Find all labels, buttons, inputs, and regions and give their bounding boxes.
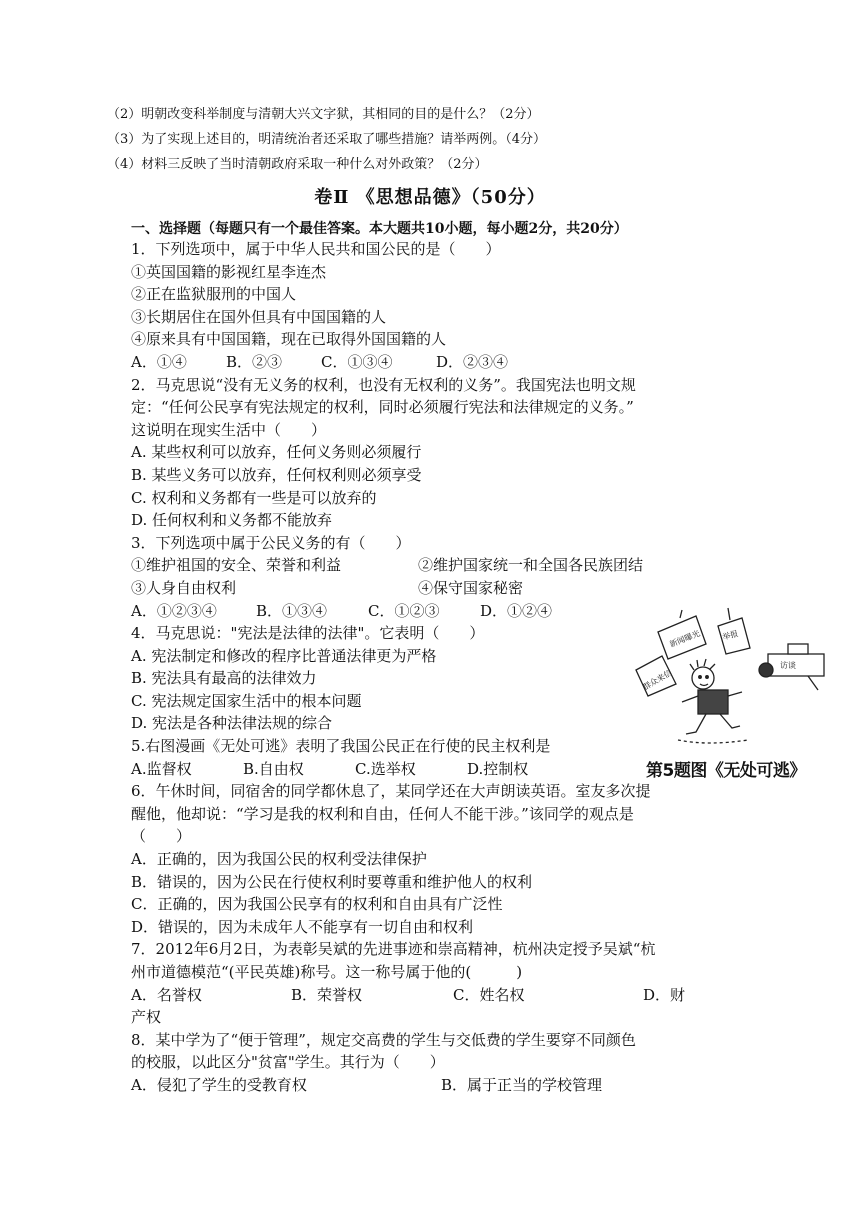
q7-stem: 7．2012年6月2日，为表彰吴斌的先进事迹和崇高精神，杭州决定授予吴斌“杭 [131, 940, 656, 959]
q2-stem: 这说明在现实生活中（ ） [131, 420, 327, 439]
q2-stem: 2．马克思说“没有无义务的权利，也没有无权利的义务”。我国宪法也明文规 [131, 375, 636, 394]
q1-stem: 1．下列选项中，属于中华人民共和国公民的是（ ） [131, 240, 501, 258]
cartoon-label-camera: 访谈 [780, 661, 796, 670]
q3-items [131, 554, 741, 577]
q4-option-d: D. 宪法是各种法律法规的综合 [131, 714, 333, 733]
q4-option-b: B. 宪法具有最高的法律效力 [131, 669, 317, 688]
q1-option-d: D．②③④ [436, 352, 509, 371]
q6-stem: 6．午休时间，同宿舍的同学都休息了，某同学还在大声朗读英语。室友多次提 [131, 782, 651, 801]
q7-option-c: C．姓名权 [453, 985, 525, 1004]
q1-item: ①英国国籍的影视红星李连杰 [131, 262, 327, 281]
q1-options [131, 351, 741, 374]
history-question: （3）为了实现上述目的，明清统治者还采取了哪些措施？请举两例。（4分） [107, 132, 547, 147]
history-questions [107, 102, 747, 177]
q6-option-c: C．正确的，因为我国公民享有的权利和自由具有广泛性 [131, 895, 503, 914]
section-heading: 一、选择题（每题只有一个最佳答案。本大题共10小题，每小题2分，共20分） [131, 221, 628, 237]
q1-item: ③长期居住在国外但具有中国国籍的人 [131, 307, 387, 326]
q5-option-c: C.选举权 [355, 759, 416, 778]
q8-options [131, 1074, 741, 1097]
q4-option-c: C. 宪法规定国家生活中的根本问题 [131, 691, 362, 710]
q7-options [131, 984, 741, 1007]
q3-option-b: B．①③④ [256, 601, 328, 620]
cartoon-paper-letters [636, 656, 676, 696]
q2-option-d: D. 任何权利和义务都不能放弃 [131, 511, 333, 530]
q8-option-a: A．侵犯了学生的受教育权 [131, 1075, 307, 1094]
cartoon-illustration [618, 604, 838, 754]
q2-option-b: B. 某些义务可以放弃，任何权利则必须享受 [131, 465, 422, 484]
cartoon-label-news: 新闻曝光 [668, 628, 702, 650]
cartoon-running-man [678, 659, 748, 743]
q3-option-a: A．①②③④ [131, 601, 217, 620]
q5-option-b: B.自由权 [243, 759, 304, 778]
q8-stem: 的校服，以此区分"贫富"学生。其行为（ ） [131, 1053, 445, 1072]
q8-option-b: B．属于正当的学校管理 [441, 1075, 603, 1094]
history-question: （2）明朝改变科举制度与清朝大兴文字狱，其相同的目的是什么？（2分） [107, 107, 540, 122]
q1-option-c: C．①③④ [321, 352, 393, 371]
q4-stem: 4．马克思说："宪法是法律的法律"。它表明（ ） [131, 624, 485, 643]
q6-stem: 醒他，他却说：“学习是我的权利和自由，任何人不能干涉。”该同学的观点是 [131, 804, 634, 823]
q5-option-d: D.控制权 [467, 759, 529, 778]
q6-stem: （ ） [131, 827, 192, 846]
q2-option-a: A. 某些权利可以放弃，任何义务则必须履行 [131, 443, 422, 462]
cartoon-caption: 第5题图《无处可逃》 [646, 761, 806, 781]
section-title: 卷Ⅱ 《思想品德》（50分） [314, 187, 546, 208]
q8-stem: 8．某中学为了“便于管理”，规定交高费的学生与交低费的学生要穿不同颜色 [131, 1030, 636, 1049]
history-question: （4）材料三反映了当时清朝政府采取一种什么对外政策？（2分） [107, 157, 488, 172]
q3-item: ③人身自由权利 [131, 578, 237, 597]
cartoon-label-report: 举报 [721, 629, 740, 642]
cartoon-paper-report [718, 608, 750, 654]
q5-stem: 5.右图漫画《无处可逃》表明了我国公民正在行使的民主权利是 [131, 737, 551, 756]
q7-option-d: D．财 [643, 985, 686, 1004]
cartoon-label-letters: 群众来信 [641, 668, 674, 692]
q6-option-a: A．正确的，因为我国公民的权利受法律保护 [131, 850, 427, 869]
q7-option-a: A．名誉权 [131, 985, 202, 1004]
q2-stem: 定：“任何公民享有宪法规定的权利，同时必须履行宪法和法律规定的义务。” [131, 398, 634, 417]
q3-item: ②维护国家统一和全国各民族团结 [418, 556, 644, 575]
cartoon-camera [759, 644, 824, 690]
q3-option-c: C．①②③ [368, 601, 440, 620]
q6-option-d: D．错误的，因为未成年人不能享有一切自由和权利 [131, 917, 474, 936]
q5-option-a: A.监督权 [131, 759, 192, 778]
q7-option-b: B．荣誉权 [291, 985, 363, 1004]
cartoon-paper-news [658, 610, 706, 659]
q3-stem: 3．下列选项中属于公民义务的有（ ） [131, 533, 411, 552]
q3-items [131, 577, 741, 600]
q7-option-d-wrap: 产权 [131, 1008, 162, 1027]
q1-option-b: B．②③ [226, 352, 283, 371]
q3-item: ①维护祖国的安全、荣誉和利益 [131, 556, 342, 575]
q3-option-d: D．①②④ [480, 601, 553, 620]
q7-stem: 州市道德模范“(平民英雄)称号。这一称号属于他的( ) [131, 963, 523, 981]
q3-item: ④保守国家秘密 [418, 578, 524, 597]
q1-item: ②正在监狱服刑的中国人 [131, 285, 297, 304]
q1-option-a: A．①④ [131, 352, 187, 371]
q6-option-b: B．错误的，因为公民在行使权利时要尊重和维护他人的权利 [131, 872, 533, 891]
q4-option-a: A. 宪法制定和修改的程序比普通法律更为严格 [131, 646, 437, 665]
q1-item: ④原来具有中国国籍，现在已取得外国国籍的人 [131, 330, 447, 349]
q2-option-c: C. 权利和义务都有一些是可以放弃的 [131, 488, 377, 507]
